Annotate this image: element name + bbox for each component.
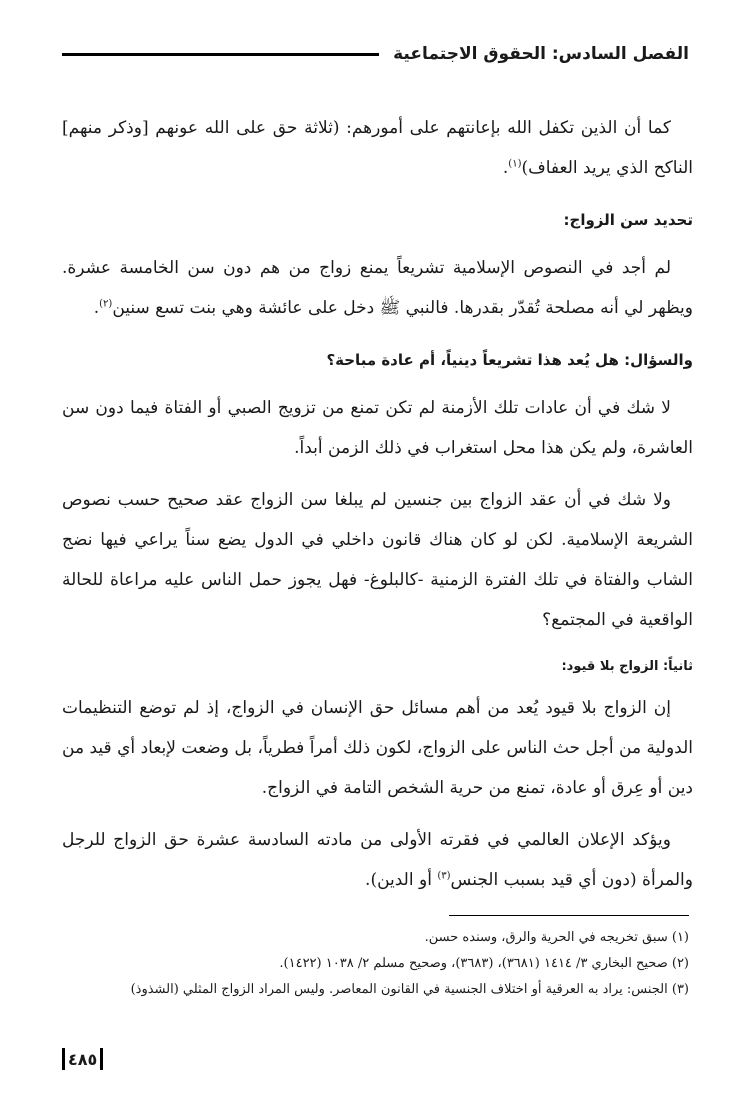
body-text xyxy=(62,108,693,912)
footnote-ref[interactable]: (١) xyxy=(508,158,522,170)
paragraph: إن الزواج بلا قيود يُعد من أهم مسائل حق الإنسان في الزواج، إذ لم توضع التنظيمات الدولية من أجل حث الناس على الزواج، لكون ذلك أمراً فطرياً، بل وضعت لإبعاد أي قيد من دين أو عِرق أو عادة، تمنع من حرية الشخص التامة في الزواج. xyxy=(62,698,693,798)
section-heading: تحديد سن الزواج: xyxy=(563,211,693,229)
footnote-ref[interactable]: (٢) xyxy=(99,298,113,310)
footnotes xyxy=(62,925,689,1003)
footnote: (٣) الجنس: يراد به العرقية أو اختلاف الجنسية في القانون المعاصر. وليس المراد الزواج المثلي (الشذوذ) xyxy=(130,982,689,997)
page-number-bar xyxy=(62,1048,65,1070)
page-number xyxy=(62,1048,103,1070)
paragraph: ويؤكد الإعلان العالمي في فقرته الأولى من مادته السادسة عشرة حق الزواج للرجل والمرأة (دون أي قيد بسبب الجنس$^{(٣)}$ أو الدين). xyxy=(62,830,693,890)
footnote: (٢) صحيح البخاري ٣/ ١٤١٤ (٣٦٨١)، (٣٦٨٣)، وصحيح مسلم ٢/ ١٠٣٨ (١٤٢٢). xyxy=(279,956,689,971)
chapter-title: الفصل السادس: الحقوق الاجتماعية xyxy=(393,44,689,64)
paragraph: لم أجد في النصوص الإسلامية تشريعاً يمنع زواج من هم دون سن الخامسة عشرة. ويظهر لي أنه مصلحة تُقدّر بقدرها. فالنبي ﷺ دخل على عائشة وهي بنت تسع سنين$^{(٢)}$. xyxy=(62,258,693,318)
paragraph: ولا شك في أن عقد الزواج بين جنسين لم يبلغا سن الزواج عقد صحيح حسب نصوص الشريعة الإسلامية. لكن لو كان هناك قانون داخلي في الدول يضع سناً يراعي فيها نضج الشاب والفتاة في تلك الفترة الزمنية -كالبلوغ- فهل يجوز حمل الناس عليه مراعاة للحالة الواقعية في المجتمع؟ xyxy=(62,490,693,630)
section-heading: والسؤال: هل يُعد هذا تشريعاً دينياً، أم عادة مباحة؟ xyxy=(326,351,693,369)
header-rule xyxy=(62,53,379,56)
footnote-separator xyxy=(449,915,689,916)
page-number-value: ٤٨٥ xyxy=(68,1049,98,1069)
footnote-ref[interactable]: (٣) xyxy=(437,870,451,882)
paragraph: كما أن الذين تكفل الله بإعانتهم على أمورهم: (ثلاثة حق على الله عونهم [وذكر منهم] الناكح الذي يريد العفاف)$^{(١)}$. xyxy=(62,118,693,178)
footnote: (١) سبق تخريجه في الحرية والرق، وسنده حسن. xyxy=(424,930,689,945)
page-number-bar xyxy=(100,1048,103,1070)
paragraph: لا شك في أن عادات تلك الأزمنة لم تكن تمنع من تزويج الصبي أو الفتاة فيما دون سن العاشرة، ولم يكن هذا محل استغراب في ذلك الزمن أبداً. xyxy=(62,398,693,458)
section-heading: ثانياً: الزواج بلا قيود: xyxy=(561,659,693,674)
running-header xyxy=(62,34,689,74)
